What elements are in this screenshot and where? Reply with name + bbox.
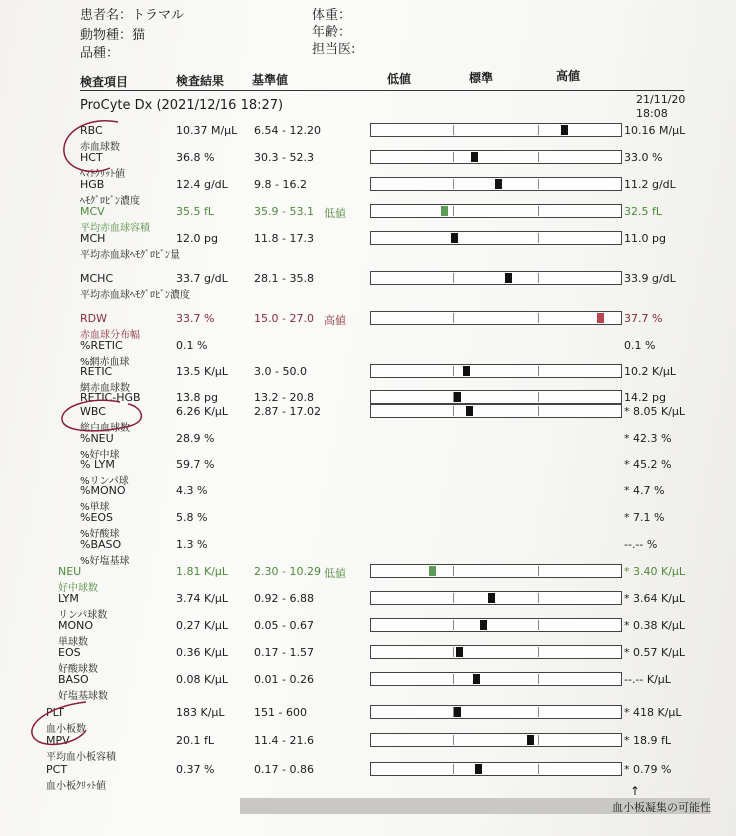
row-pct-previous: * 0.79 %: [624, 763, 672, 776]
row-rbc-previous: 10.16 M/µL: [624, 124, 686, 137]
row-baso-name: %BASO: [80, 538, 122, 551]
row-mchc-jp-name: 平均赤血球ﾍﾓｸﾞﾛﾋﾞﾝ濃度: [80, 290, 190, 301]
row-wbc-previous: * 8.05 K/µL: [624, 405, 686, 418]
row-lym-previous: * 3.64 K/µL: [624, 592, 686, 605]
row-eos-result: 5.8 %: [176, 511, 208, 524]
row-wbc-result: 6.26 K/µL: [176, 405, 229, 418]
row-mcv-result: 35.5 fL: [176, 205, 214, 218]
row-mono-previous: * 0.38 K/µL: [624, 619, 686, 632]
row-wbc-name: WBC: [80, 405, 106, 418]
row-mpv-previous: * 18.9 fL: [624, 734, 671, 747]
row-mono-jp-name: %単球: [80, 502, 110, 513]
instrument-title: ProCyte Dx (2021/12/16 18:27): [80, 98, 284, 113]
row-neu-name: NEU: [58, 565, 82, 578]
previous-date: 21/11/20: [636, 93, 686, 106]
row-baso-result: 0.08 K/µL: [176, 673, 229, 686]
row-neu-jp-name: %好中球: [80, 450, 120, 461]
row-mch-result: 12.0 pg: [176, 232, 218, 245]
pen-circle-plt: [32, 702, 86, 744]
row-hct-jp-name: ﾍﾏﾄｸﾘｯﾄ値: [80, 169, 125, 180]
row-hgb-jp-name: ﾍﾓｸﾞﾛﾋﾞﾝ濃度: [80, 196, 140, 207]
previous-time: 18:08: [636, 107, 668, 120]
row-baso-reference: 0.01 - 0.26: [254, 673, 314, 686]
row-mcv-jp-name: 平均赤血球容積: [80, 223, 150, 234]
row-hct-name: HCT: [80, 151, 103, 164]
row-neu-jp-name: 好中球数: [58, 583, 98, 594]
row-pct-result: 0.37 %: [176, 763, 215, 776]
row-retic-jp-name: %網赤血球: [80, 357, 130, 368]
row-eos-jp-name: %好酸球: [80, 529, 120, 540]
column-result: 検査結果: [176, 74, 225, 88]
row-eos-previous: * 7.1 %: [624, 511, 665, 524]
row-plt-previous: * 418 K/µL: [624, 706, 682, 719]
row-neu-previous: * 3.40 K/µL: [624, 565, 686, 578]
row-plt-name: PLT: [46, 706, 64, 719]
row-mcv-flag: 低値: [324, 207, 346, 220]
row-eos-previous: * 0.57 K/µL: [624, 646, 686, 659]
pen-circle-rbc: [64, 121, 118, 172]
row-hgb-result: 12.4 g/dL: [176, 178, 228, 191]
animal-species: 動物種：猫: [80, 28, 146, 43]
up-arrow-icon: ↑: [630, 784, 641, 798]
row-retic-name: %RETIC: [80, 339, 123, 352]
row-mchc-reference: 28.1 - 35.8: [254, 272, 314, 285]
row-mchc-name: MCHC: [80, 272, 114, 285]
row-lym-previous: * 45.2 %: [624, 458, 672, 471]
row-mch-name: MCH: [80, 232, 106, 245]
row-eos-reference: 0.17 - 1.57: [254, 646, 314, 659]
row-rbc-reference: 6.54 - 12.20: [254, 124, 321, 137]
row-eos-name: EOS: [58, 646, 81, 659]
column-normal: 標準: [469, 71, 494, 85]
row-baso-result: 1.3 %: [176, 538, 208, 551]
row-rdw-name: RDW: [80, 312, 107, 325]
row-pct-reference: 0.17 - 0.86: [254, 763, 314, 776]
row-retic-reference: 3.0 - 50.0: [254, 365, 307, 378]
row-neu-previous: * 42.3 %: [624, 432, 672, 445]
row-lym-jp-name: %リンパ球: [80, 476, 129, 487]
row-mch-reference: 11.8 - 17.3: [254, 232, 314, 245]
row-plt-jp-name: 血小板数: [46, 724, 86, 735]
row-neu-reference: 2.30 - 10.29: [254, 565, 321, 578]
row-mcv-previous: 32.5 fL: [624, 205, 662, 218]
row-lym-name: % LYM: [80, 458, 115, 471]
row-baso-previous: --.-- %: [624, 538, 658, 551]
row-retic-hgb-name: RETIC-HGB: [80, 391, 141, 404]
row-pct-jp-name: 血小板ｸﾘｯﾄ値: [46, 781, 106, 792]
row-mono-result: 0.27 K/µL: [176, 619, 229, 632]
row-mch-jp-name: 平均赤血球ﾍﾓｸﾞﾛﾋﾞﾝ量: [80, 250, 180, 261]
row-retic-hgb-reference: 13.2 - 20.8: [254, 391, 314, 404]
row-lym-reference: 0.92 - 6.88: [254, 592, 314, 605]
breed: 品種：: [80, 46, 120, 61]
pen-circle-wbc: [62, 400, 141, 431]
column-low: 低値: [387, 72, 412, 86]
row-retic-result: 0.1 %: [176, 339, 208, 352]
patient-name: 患者名：トラマル: [80, 8, 185, 23]
row-rdw-flag: 高値: [324, 314, 346, 327]
row-rbc-result: 10.37 M/µL: [176, 124, 238, 137]
row-mono-result: 4.3 %: [176, 484, 208, 497]
row-neu-flag: 低値: [324, 567, 346, 580]
row-mpv-name: MPV: [46, 734, 70, 747]
row-mono-jp-name: 単球数: [58, 637, 88, 648]
weight: 体重：: [312, 8, 352, 23]
row-hct-result: 36.8 %: [176, 151, 215, 164]
row-eos-jp-name: 好酸球数: [58, 664, 98, 675]
column-high: 高値: [556, 69, 581, 83]
row-lym-result: 3.74 K/µL: [176, 592, 229, 605]
row-baso-name: BASO: [58, 673, 89, 686]
row-mch-previous: 11.0 pg: [624, 232, 666, 245]
row-retic-jp-name: 網赤血球数: [80, 383, 130, 394]
row-neu-name: %NEU: [80, 432, 114, 445]
row-mcv-reference: 35.9 - 53.1: [254, 205, 314, 218]
row-hct-reference: 30.3 - 52.3: [254, 151, 314, 164]
row-mono-previous: * 4.7 %: [624, 484, 665, 497]
row-neu-result: 28.9 %: [176, 432, 215, 445]
row-baso-jp-name: %好塩基球: [80, 556, 130, 567]
row-neu-result: 1.81 K/µL: [176, 565, 229, 578]
row-rdw-reference: 15.0 - 27.0: [254, 312, 314, 325]
column-item: 検査項目: [80, 75, 129, 89]
attending-vet: 担当医:: [312, 42, 356, 57]
row-wbc-jp-name: 総白血球数: [80, 423, 130, 434]
row-baso-jp-name: 好塩基球数: [58, 691, 108, 702]
row-eos-name: %EOS: [80, 511, 114, 524]
row-mpv-jp-name: 平均血小板容積: [46, 752, 116, 763]
row-mono-name: %MONO: [80, 484, 126, 497]
row-mchc-result: 33.7 g/dL: [176, 272, 228, 285]
column-reference: 基準値: [252, 73, 289, 87]
row-hgb-name: HGB: [80, 178, 105, 191]
row-plt-reference: 151 - 600: [254, 706, 307, 719]
row-rdw-previous: 37.7 %: [624, 312, 663, 325]
row-retic-name: RETIC: [80, 365, 113, 378]
row-wbc-reference: 2.87 - 17.02: [254, 405, 321, 418]
row-rdw-result: 33.7 %: [176, 312, 215, 325]
row-eos-result: 0.36 K/µL: [176, 646, 229, 659]
row-mpv-result: 20.1 fL: [176, 734, 214, 747]
row-mpv-reference: 11.4 - 21.6: [254, 734, 314, 747]
row-hct-previous: 33.0 %: [624, 151, 663, 164]
row-mono-reference: 0.05 - 0.67: [254, 619, 314, 632]
row-retic-hgb-result: 13.8 pg: [176, 391, 218, 404]
row-retic-result: 13.5 K/µL: [176, 365, 229, 378]
row-mcv-name: MCV: [80, 205, 105, 218]
row-mono-name: MONO: [58, 619, 94, 632]
row-retic-previous: 0.1 %: [624, 339, 656, 352]
row-hgb-previous: 11.2 g/dL: [624, 178, 676, 191]
row-lym-result: 59.7 %: [176, 458, 215, 471]
row-mchc-previous: 33.9 g/dL: [624, 272, 676, 285]
row-rbc-jp-name: 赤血球数: [80, 142, 120, 153]
row-rbc-name: RBC: [80, 124, 103, 137]
footer-note: 血小板凝集の可能性: [612, 801, 711, 814]
row-baso-previous: --.-- K/µL: [624, 673, 671, 686]
age: 年齢：: [312, 25, 352, 40]
row-lym-jp-name: リンパ球数: [58, 610, 108, 621]
row-retic-hgb-previous: 14.2 pg: [624, 391, 666, 404]
row-retic-previous: 10.2 K/µL: [624, 365, 677, 378]
row-hgb-reference: 9.8 - 16.2: [254, 178, 307, 191]
row-plt-result: 183 K/µL: [176, 706, 225, 719]
row-pct-name: PCT: [46, 763, 68, 776]
row-lym-name: LYM: [58, 592, 79, 605]
row-rdw-jp-name: 赤血球分布幅: [80, 330, 140, 341]
